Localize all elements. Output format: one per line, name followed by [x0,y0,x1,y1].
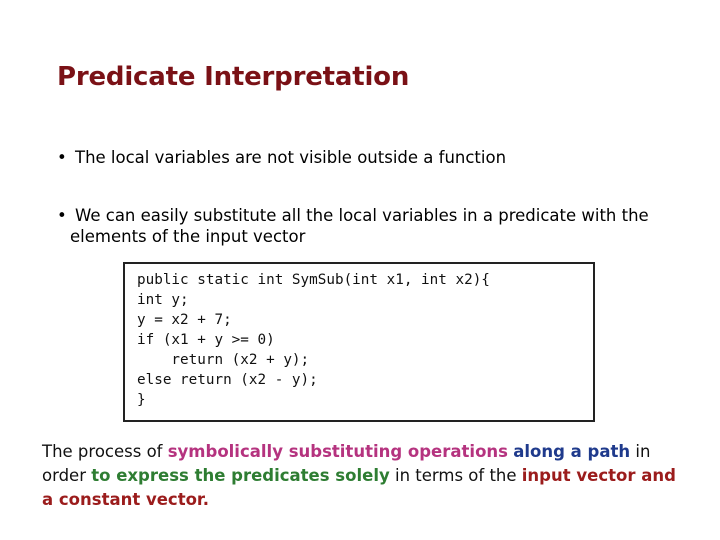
summary-paragraph [42,440,692,512]
code-snippet-box [123,262,595,422]
bullet-marker: • [57,206,67,225]
paragraph-text-plain: The process of [42,442,168,461]
bullet-substitute [57,205,677,247]
paragraph-text-plain: in terms of the [389,466,522,485]
paragraph-text-highlight-green: to express the predicates solely [91,466,390,485]
slide-title: Predicate Interpretation [57,62,410,92]
bullet-marker: • [57,148,67,167]
code-snippet: public static int SymSub(int x1, int x2){ int y; y = x2 + 7; if (x1 + y >= 0) return (x2 + y); else return (x2 - y); } [137,272,490,408]
paragraph-text-highlight-blue: along a path [513,442,631,461]
bullet-text: The local variables are not visible outside a function [75,148,507,167]
paragraph-text-plain: in order [42,442,651,485]
bullet-text-line1: We can easily substitute all the local variables in a predicate with the [75,206,649,225]
paragraph-text-highlight-magenta: symbolically substituting operations [167,442,508,461]
bullet-local-variables [57,147,506,168]
paragraph-text-highlight-red: input vector and a constant vector. [42,466,676,509]
bullet-text-line2: elements of the input vector [70,227,306,246]
